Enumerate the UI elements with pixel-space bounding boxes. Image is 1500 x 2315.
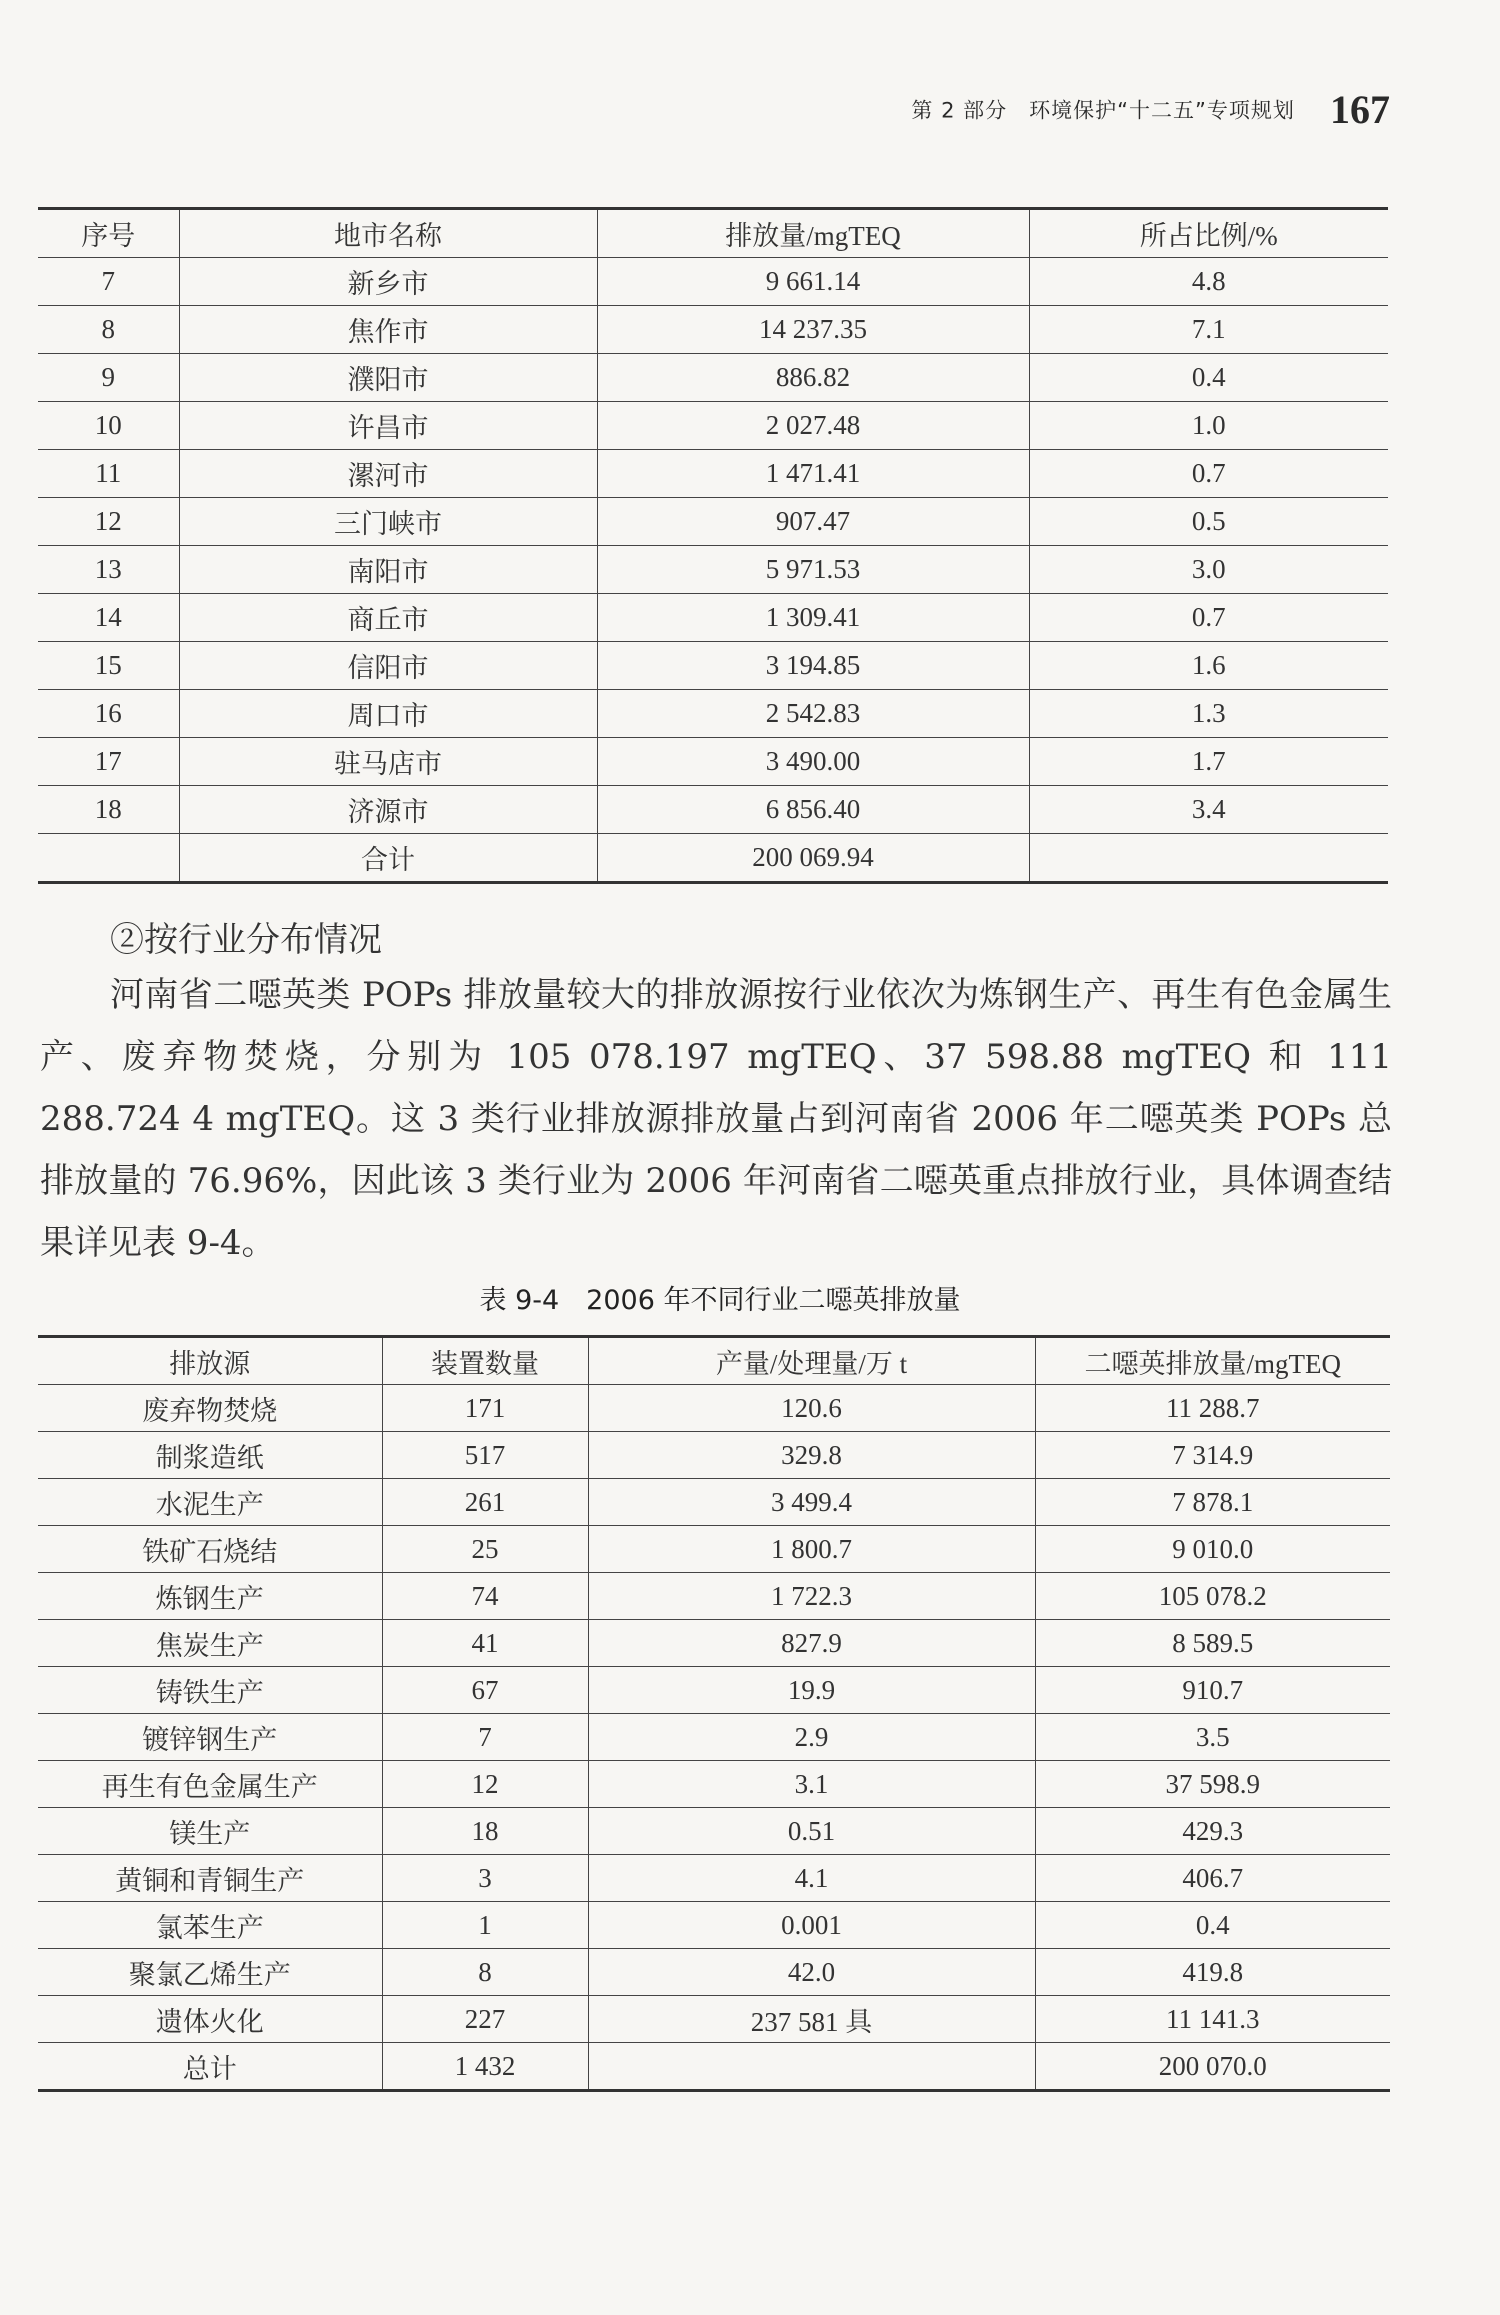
table-cell: 制浆造纸 xyxy=(38,1432,382,1479)
table-cell: 200 069.94 xyxy=(597,834,1029,883)
table-cell: 铁矿石烧结 xyxy=(38,1526,382,1573)
table-cell: 74 xyxy=(382,1573,588,1620)
table-cell: 新乡市 xyxy=(179,258,597,306)
table-cell: 14 xyxy=(38,594,179,642)
table-cell: 1 800.7 xyxy=(588,1526,1035,1573)
table-cell xyxy=(1029,834,1388,883)
column-header: 排放源 xyxy=(38,1337,382,1385)
table-cell: 8 xyxy=(38,306,179,354)
table-cell: 406.7 xyxy=(1035,1855,1390,1902)
table-cell: 200 070.0 xyxy=(1035,2043,1390,2091)
table-cell: 7.1 xyxy=(1029,306,1388,354)
table-cell: 再生有色金属生产 xyxy=(38,1761,382,1808)
table-cell: 17 xyxy=(38,738,179,786)
table-cell: 1.6 xyxy=(1029,642,1388,690)
table-cell: 0.4 xyxy=(1029,354,1388,402)
table-row xyxy=(38,1949,1390,1996)
table-cell: 漯河市 xyxy=(179,450,597,498)
table-cell: 信阳市 xyxy=(179,642,597,690)
table-cell: 0.001 xyxy=(588,1902,1035,1949)
table-cell: 聚氯乙烯生产 xyxy=(38,1949,382,1996)
table-cell: 5 971.53 xyxy=(597,546,1029,594)
table-cell: 黄铜和青铜生产 xyxy=(38,1855,382,1902)
table-cell: 0.7 xyxy=(1029,594,1388,642)
table-cell: 焦作市 xyxy=(179,306,597,354)
table-cell: 171 xyxy=(382,1385,588,1432)
page-number: 167 xyxy=(1330,87,1390,132)
table-cell: 329.8 xyxy=(588,1432,1035,1479)
table-cell: 14 237.35 xyxy=(597,306,1029,354)
table-cell: 9 xyxy=(38,354,179,402)
table-row xyxy=(38,498,1388,546)
table-cell: 429.3 xyxy=(1035,1808,1390,1855)
table-header-row xyxy=(38,1337,1390,1385)
table-cell: 总计 xyxy=(182,2053,237,2084)
table-cell: 0.5 xyxy=(1029,498,1388,546)
table-cell: 氯苯生产 xyxy=(38,1902,382,1949)
table-cell: 13 xyxy=(38,546,179,594)
table-row xyxy=(38,642,1388,690)
table-cell: 南阳市 xyxy=(179,546,597,594)
table-cell: 3 490.00 xyxy=(597,738,1029,786)
table-row xyxy=(38,834,1388,883)
table-cell: 3.5 xyxy=(1035,1714,1390,1761)
table-cell: 1 432 xyxy=(382,2043,588,2091)
table-cell: 261 xyxy=(382,1479,588,1526)
table-cell: 10 xyxy=(38,402,179,450)
table-row xyxy=(38,1667,1390,1714)
table-row xyxy=(38,306,1388,354)
table-cell: 合计 xyxy=(179,834,597,883)
table-cell: 886.82 xyxy=(597,354,1029,402)
column-header: 地市名称 xyxy=(179,209,597,258)
column-header: 所占比例/% xyxy=(1029,209,1388,258)
table-row xyxy=(38,594,1388,642)
table-row xyxy=(38,1714,1390,1761)
table-cell: 37 598.9 xyxy=(1035,1761,1390,1808)
running-header xyxy=(40,86,1390,133)
table-cell: 237 581 具 xyxy=(588,1996,1035,2043)
table-cell: 18 xyxy=(38,786,179,834)
table-cell: 3.0 xyxy=(1029,546,1388,594)
table-cell: 2 542.83 xyxy=(597,690,1029,738)
table-cell: 2 027.48 xyxy=(597,402,1029,450)
table-row xyxy=(38,402,1388,450)
table-cell: 1 471.41 xyxy=(597,450,1029,498)
table-cell: 41 xyxy=(382,1620,588,1667)
industry-table-body xyxy=(38,1385,1390,2091)
table-row xyxy=(38,738,1388,786)
table-cell: 3 xyxy=(382,1855,588,1902)
table-cell: 67 xyxy=(382,1667,588,1714)
table-row xyxy=(38,1385,1390,1432)
table-row xyxy=(38,258,1388,306)
table-row xyxy=(38,2043,1390,2091)
running-title: 第 2 部分 环境保护“十二五”专项规划 xyxy=(911,98,1295,123)
table-cell: 炼钢生产 xyxy=(38,1573,382,1620)
table-cell: 16 xyxy=(38,690,179,738)
table-cell: 910.7 xyxy=(1035,1667,1390,1714)
table-row xyxy=(38,1855,1390,1902)
table-cell: 7 xyxy=(382,1714,588,1761)
table-cell: 3.4 xyxy=(1029,786,1388,834)
table-cell: 1.3 xyxy=(1029,690,1388,738)
column-header: 二噁英排放量/mgTEQ xyxy=(1035,1337,1390,1385)
table-cell: 0.51 xyxy=(588,1808,1035,1855)
table-cell: 19.9 xyxy=(588,1667,1035,1714)
table-cell: 2.9 xyxy=(588,1714,1035,1761)
table-cell: 517 xyxy=(382,1432,588,1479)
table-row xyxy=(38,1526,1390,1573)
table-row xyxy=(38,786,1388,834)
table-cell: 9 661.14 xyxy=(597,258,1029,306)
table-cell: 6 856.40 xyxy=(597,786,1029,834)
column-header: 产量/处理量/万 t xyxy=(588,1337,1035,1385)
table-cell: 濮阳市 xyxy=(179,354,597,402)
table-cell: 镀锌钢生产 xyxy=(38,1714,382,1761)
table-cell: 镁生产 xyxy=(38,1808,382,1855)
column-header: 序号 xyxy=(38,209,179,258)
table-row xyxy=(38,1432,1390,1479)
table-cell: 7 878.1 xyxy=(1035,1479,1390,1526)
table-cell: 25 xyxy=(382,1526,588,1573)
table-cell: 12 xyxy=(38,498,179,546)
table-cell: 15 xyxy=(38,642,179,690)
table-cell: 济源市 xyxy=(179,786,597,834)
table-caption: 表 9-4 2006 年不同行业二噁英排放量 xyxy=(479,1285,961,1316)
table-cell: 遗体火化 xyxy=(38,1996,382,2043)
table-cell: 9 010.0 xyxy=(1035,1526,1390,1573)
table-cell: 105 078.2 xyxy=(1035,1573,1390,1620)
table-cell: 8 589.5 xyxy=(1035,1620,1390,1667)
table-row xyxy=(38,1573,1390,1620)
table-cell: 0.4 xyxy=(1035,1902,1390,1949)
table-cell: 907.47 xyxy=(597,498,1029,546)
table-header-row xyxy=(38,209,1388,258)
table-cell: 商丘市 xyxy=(179,594,597,642)
table-cell: 18 xyxy=(382,1808,588,1855)
table-cell: 3.1 xyxy=(588,1761,1035,1808)
industry-emission-table xyxy=(38,1335,1390,2092)
city-emission-table xyxy=(38,207,1388,884)
section-heading: ②按行业分布情况 xyxy=(110,920,382,960)
table-cell: 4.8 xyxy=(1029,258,1388,306)
table-cell: 4.1 xyxy=(588,1855,1035,1902)
table-cell xyxy=(588,2043,1035,2091)
column-header: 排放量/mgTEQ xyxy=(597,209,1029,258)
table-cell: 11 288.7 xyxy=(1035,1385,1390,1432)
column-header: 装置数量 xyxy=(382,1337,588,1385)
table-cell: 铸铁生产 xyxy=(38,1667,382,1714)
table-row xyxy=(38,354,1388,402)
table-cell: 1 309.41 xyxy=(597,594,1029,642)
table-cell: 1 xyxy=(382,1902,588,1949)
table-cell: 227 xyxy=(382,1996,588,2043)
table-row xyxy=(38,1620,1390,1667)
table-cell: 废弃物焚烧 xyxy=(38,1385,382,1432)
table-cell: 120.6 xyxy=(588,1385,1035,1432)
city-table-body xyxy=(38,258,1388,883)
table-cell: 焦炭生产 xyxy=(38,1620,382,1667)
table-row xyxy=(38,546,1388,594)
table-cell xyxy=(38,834,179,883)
table-cell: 419.8 xyxy=(1035,1949,1390,1996)
table-cell: 三门峡市 xyxy=(179,498,597,546)
table-cell: 驻马店市 xyxy=(179,738,597,786)
table-row xyxy=(38,450,1388,498)
table-row xyxy=(38,1761,1390,1808)
table-row xyxy=(38,1996,1390,2043)
table-row xyxy=(38,690,1388,738)
table-cell: 12 xyxy=(382,1761,588,1808)
table-cell: 1.0 xyxy=(1029,402,1388,450)
table-cell: 1 722.3 xyxy=(588,1573,1035,1620)
table-cell: 3 194.85 xyxy=(597,642,1029,690)
table-cell: 827.9 xyxy=(588,1620,1035,1667)
table-row xyxy=(38,1479,1390,1526)
table-cell: 许昌市 xyxy=(179,402,597,450)
table-cell: 7 314.9 xyxy=(1035,1432,1390,1479)
table-cell: 3 499.4 xyxy=(588,1479,1035,1526)
table-cell: 1.7 xyxy=(1029,738,1388,786)
table-cell: 42.0 xyxy=(588,1949,1035,1996)
table-cell: 11 xyxy=(38,450,179,498)
table-cell: 水泥生产 xyxy=(38,1479,382,1526)
table-cell: 周口市 xyxy=(179,690,597,738)
table-cell: 0.7 xyxy=(1029,450,1388,498)
table-row xyxy=(38,1902,1390,1949)
table-cell: 7 xyxy=(38,258,179,306)
table-row xyxy=(38,1808,1390,1855)
table-cell: 8 xyxy=(382,1949,588,1996)
body-paragraph: 河南省二噁英类 POPs 排放量较大的排放源按行业依次为炼钢生产、再生有色金属生产、废弃物焚烧，分别为 105 078.197 mgTEQ、37 598.88 mgTEQ 和 111 288.724 4 mgTEQ。这 3 类行业排放源排放量占到河南省 2006 年二噁英类 POPs 总排放量的 76.96%，因此该 3 类行业为 2006 年河南省二噁英重点排放行业，具体调查结果详见表 9-4。 xyxy=(40,975,1392,1263)
table-cell: 11 141.3 xyxy=(1035,1996,1390,2043)
